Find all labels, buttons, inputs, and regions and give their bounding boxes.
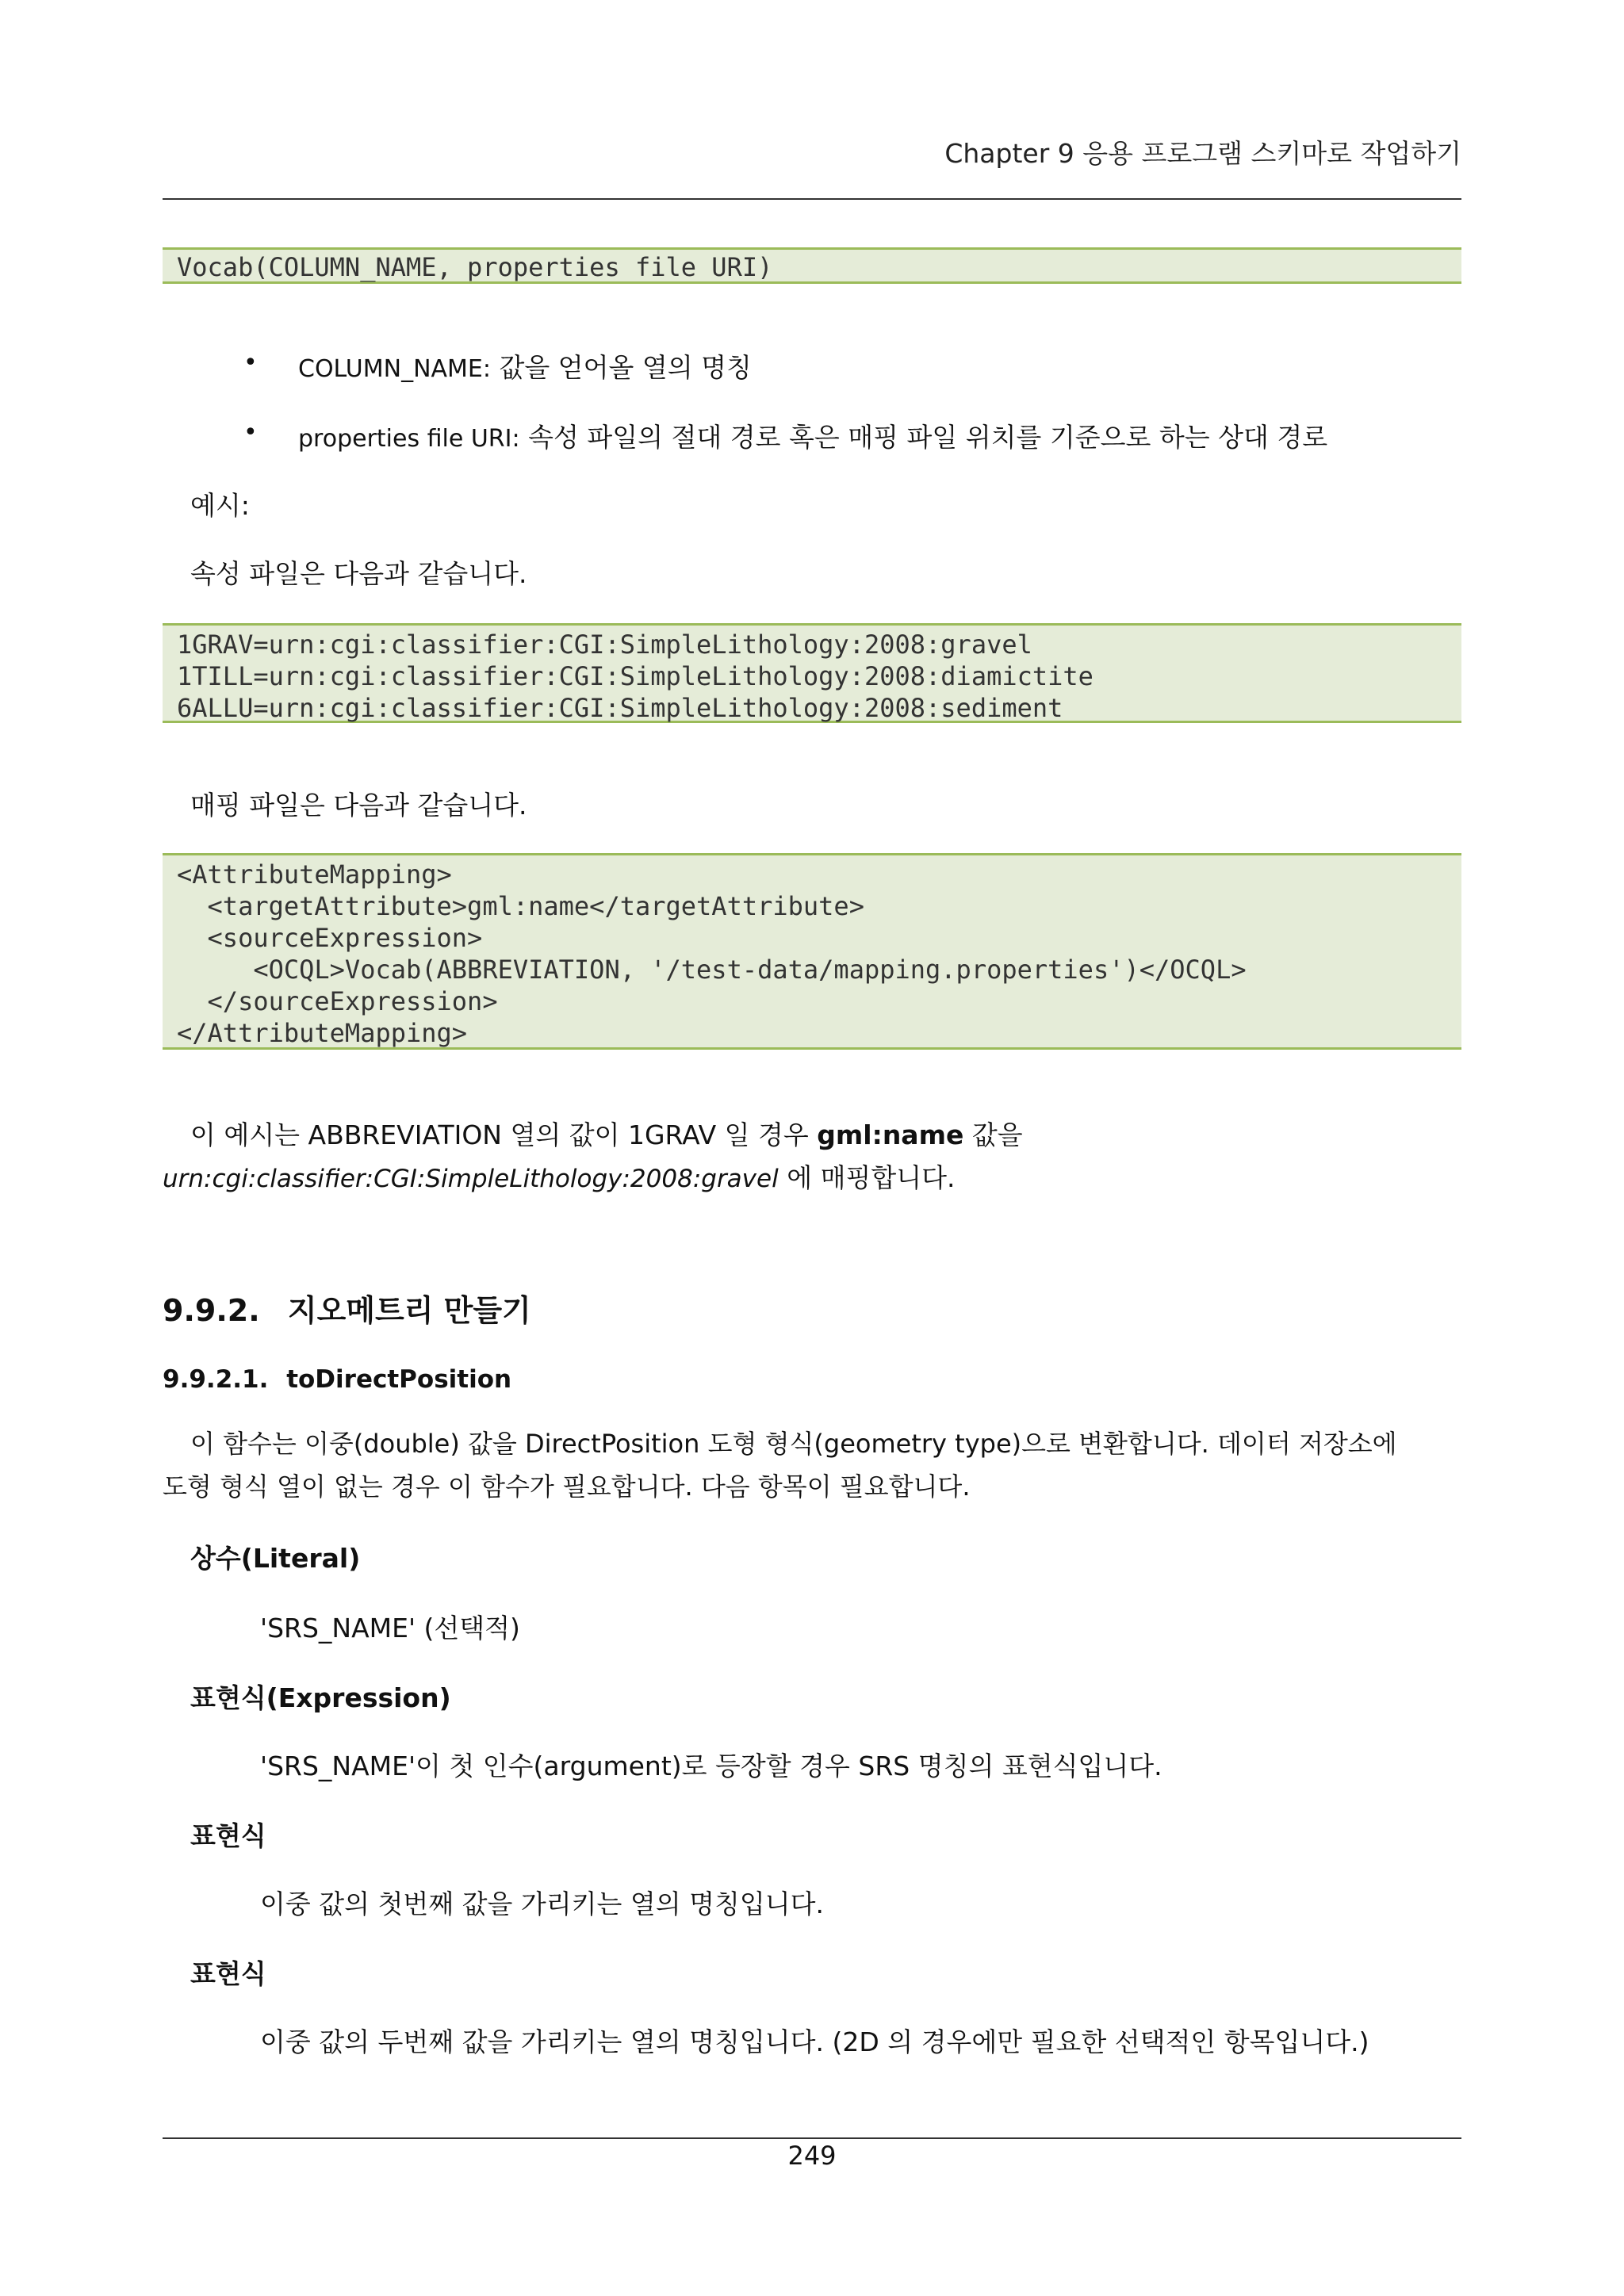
section-title: 지오메트리 만들기 [287, 1293, 531, 1328]
code-line: 1GRAV=urn:cgi:classifier:CGI:SimpleLithology:2008:gravel [177, 629, 1032, 660]
explanation-text: 값을 [971, 1119, 1023, 1150]
param-desc: 이중 값의 두번째 값을 가리키는 열의 명칭입니다. (2D 의 경우에만 필요한 선택적인 항목입니다.) [260, 2026, 1369, 2057]
description-line-1: 이 함수는 이중(double) 값을 DirectPosition 도형 형식(geometry type)으로 변환합니다. 데이터 저장소에 [190, 1429, 1397, 1459]
param-desc: 'SRS_NAME'이 첫 인수(argument)로 등장할 경우 SRS 명칭의 표현식입니다. [260, 1751, 1162, 1781]
code-line: <sourceExpression> [177, 923, 483, 953]
param-desc: 'SRS_NAME' (선택적) [260, 1613, 520, 1644]
explanation-text: 에 매핑합니다. [787, 1162, 956, 1193]
explanation-text: 이 예시는 ABBREVIATION 열의 값이 1GRAV 일 경우 [190, 1119, 809, 1150]
code-line: </sourceExpression> [177, 986, 498, 1016]
param-label: 표현식 [190, 1820, 266, 1851]
properties-intro: 속성 파일은 다음과 같습니다. [190, 558, 527, 589]
page-number: 249 [787, 2141, 837, 2171]
header-rule [163, 198, 1461, 200]
param-desc: 이중 값의 첫번째 값을 가리키는 열의 명칭입니다. [260, 1888, 824, 1919]
bullet-item [298, 347, 752, 385]
code-line: <OCQL>Vocab(ABBREVIATION, '/test-data/mapping.properties')</OCQL> [177, 955, 1247, 985]
param-label: 표현식(Expression) [190, 1682, 451, 1713]
bullet-term: COLUMN_NAME: [298, 355, 491, 383]
subsection-number: 9.9.2.1. [163, 1365, 269, 1394]
section-number: 9.9.2. [163, 1293, 260, 1328]
param-label: 표현식 [190, 1958, 266, 1989]
bullet-desc: 값을 얻어올 열의 명칭 [499, 352, 752, 383]
footer-rule [163, 2137, 1461, 2139]
vocab-signature-code: Vocab(COLUMN_NAME, properties file URI) [163, 247, 1461, 284]
explanation-bold-term: gml:name [817, 1119, 964, 1150]
properties-code-block [163, 623, 1461, 723]
description-line-2: 도형 형식 열이 없는 경우 이 함수가 필요합니다. 다음 항목이 필요합니다. [163, 1471, 971, 1502]
explanation-italic-uri: urn:cgi:classifier:CGI:SimpleLithology:2008:gravel [163, 1165, 779, 1193]
section-heading [163, 1286, 531, 1330]
bullet-desc: 속성 파일의 절대 경로 혹은 매핑 파일 위치를 기준으로 하는 상대 경로 [528, 422, 1328, 453]
mapping-intro: 매핑 파일은 다음과 같습니다. [190, 790, 527, 821]
param-label: 상수(Literal) [190, 1543, 361, 1574]
code-line: </AttributeMapping> [177, 1018, 468, 1048]
subsection-title: toDirectPosition [286, 1365, 512, 1394]
bullet-term: properties file URI: [298, 425, 520, 453]
code-line: <AttributeMapping> [177, 859, 452, 890]
example-label: 예시: [190, 490, 250, 521]
running-header: Chapter 9 응용 프로그램 스키마로 작업하기 [944, 138, 1461, 169]
code-line: <targetAttribute>gml:name</targetAttribute> [177, 891, 864, 921]
explanation-line-1 [190, 1115, 1023, 1152]
explanation-line-2 [163, 1158, 955, 1195]
bullet-marker: • [243, 349, 258, 377]
mapping-code-block [163, 853, 1461, 1050]
bullet-item [298, 417, 1327, 454]
bullet-marker: • [243, 419, 258, 446]
code-line: 6ALLU=urn:cgi:classifier:CGI:SimpleLithology:2008:sediment [177, 693, 1063, 723]
subsection-heading [163, 1365, 511, 1394]
code-line: 1TILL=urn:cgi:classifier:CGI:SimpleLithology:2008:diamictite [177, 661, 1094, 691]
